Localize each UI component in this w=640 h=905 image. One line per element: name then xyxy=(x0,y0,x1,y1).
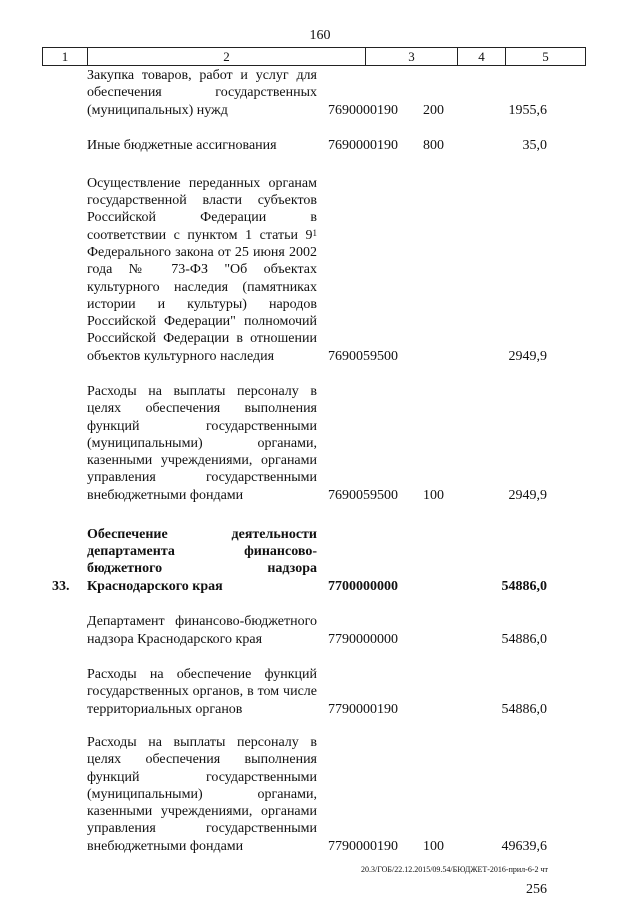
row-amount: 35,0 xyxy=(522,138,547,153)
row-description: Иные бюджетные ассигнования xyxy=(87,137,277,153)
table-row xyxy=(0,663,640,718)
row-expense-type: 200 xyxy=(423,103,444,118)
row-amount: 49639,6 xyxy=(501,839,547,854)
row-code: 7790000000 xyxy=(328,632,398,647)
row-expense-type: 100 xyxy=(423,839,444,854)
row-code: 7790000190 xyxy=(328,839,398,854)
row-number: 33. xyxy=(52,579,70,594)
row-expense-type: 100 xyxy=(423,488,444,503)
row-code: 7690000190 xyxy=(328,103,398,118)
row-code: 7690059500 xyxy=(328,488,398,503)
header-col-1: 1 xyxy=(61,49,69,64)
row-amount: 2949,9 xyxy=(508,349,547,364)
footer-code: 20.3/ГОБ/22.12.2015/09.54/БЮДЖЕТ-2016-прил-6-2 чт xyxy=(360,865,548,874)
row-expense-type: 800 xyxy=(423,138,444,153)
row-description: Осуществление переданных органам государственной власти субъектов Российской Федерации в соответствии с пунктом 1 статьи $9^1$ Федерального закона от 25 июня 2002 года № 73-ФЗ "Об объектах культурного наследия (памятниках истории и культуры) народов Российской Федерации" полномочий Российской Федерации в отношении объектов культурного наследия xyxy=(87,175,317,364)
row-description: Расходы на обеспечение функций государственных органов, в том числе территориальных органов xyxy=(87,667,317,717)
row-description: Расходы на выплаты персоналу в целях обеспечения выполнения функций государственными (муниципальными) органами, казенными учреждениями, органами управления государственными внебюджетными фондами xyxy=(87,383,317,503)
row-code: 7700000000 xyxy=(328,579,398,594)
row-amount: 54886,0 xyxy=(501,579,547,594)
table-row xyxy=(0,378,640,504)
row-description: Обеспечение деятельности департамента финансово-бюджетного надзора Краснодарского края xyxy=(87,526,317,594)
page-number-top: 160 xyxy=(309,28,331,43)
header-col-2: 2 xyxy=(87,48,365,65)
table-row xyxy=(0,522,640,595)
row-description: Закупка товаров, работ и услуг для обеспечения государственных (муниципальных) нужд xyxy=(87,68,317,118)
row-code: 7690000190 xyxy=(328,138,398,153)
row-amount: 54886,0 xyxy=(501,702,547,717)
row-amount: 1955,6 xyxy=(508,103,547,118)
header-col-4: 4 xyxy=(457,48,505,65)
table-row xyxy=(0,168,640,365)
table-row xyxy=(0,730,640,855)
row-amount: 2949,9 xyxy=(508,488,547,503)
row-code: 7790000190 xyxy=(328,702,398,717)
table-row xyxy=(0,135,640,154)
table-row xyxy=(0,64,640,119)
header-col-3: 3 xyxy=(365,48,457,65)
row-amount: 54886,0 xyxy=(501,632,547,647)
row-description: Расходы на выплаты персоналу в целях обеспечения выполнения функций государственными (муниципальными) органами, казенными учреждениями, органами управления государственными внебюджетными фондами xyxy=(87,734,317,854)
table-row xyxy=(0,611,640,648)
header-col-5: 5 xyxy=(505,48,585,65)
row-description: Департамент финансово-бюджетного надзора Краснодарского края xyxy=(87,614,317,647)
row-code: 7690059500 xyxy=(328,349,398,364)
page-number-bottom: 256 xyxy=(526,882,547,897)
